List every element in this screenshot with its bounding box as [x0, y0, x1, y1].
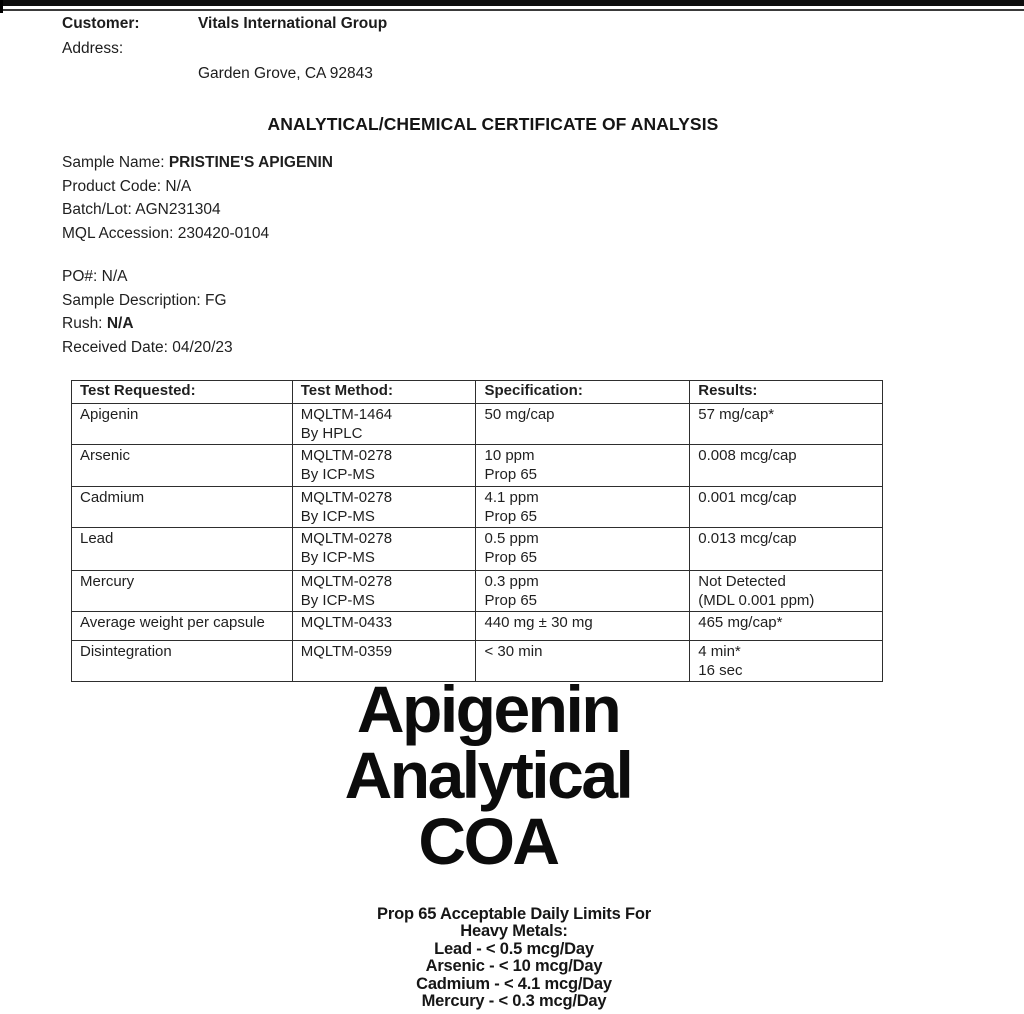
product-code-line: [62, 175, 333, 199]
cell-line: Prop 65: [484, 507, 538, 525]
table-row: [72, 404, 883, 445]
prop65-limit-cadmium: Cadmium - < 4.1 mcg/Day: [416, 974, 612, 993]
table-row: [72, 571, 883, 612]
rush-value: N/A: [106, 315, 134, 332]
branding-title: [0, 672, 976, 878]
table-cell: [690, 445, 883, 487]
branding-line-apigenin: Apigenin: [356, 672, 620, 746]
table-cell: [476, 612, 690, 641]
table-header-row: [72, 381, 883, 404]
batch-lot-label: Batch/Lot:: [62, 201, 132, 218]
mql-accession-value: 230420-0104: [177, 224, 270, 242]
cell-line: Lead: [80, 530, 114, 547]
sample-description-value: FG: [205, 291, 227, 309]
table-cell: [72, 528, 293, 571]
results-table: [71, 380, 883, 682]
mql-accession-label: MQL Accession:: [62, 224, 174, 242]
column-header-test-method: Test Method:: [292, 381, 476, 404]
cell-line: 16 sec: [698, 661, 743, 679]
branding-line-coa: COA: [418, 804, 558, 878]
rush-label: Rush:: [62, 315, 103, 332]
table-row: [72, 445, 883, 487]
table-cell: [72, 404, 293, 445]
cell-line: 50 mg/cap: [484, 406, 555, 423]
cell-line: Average weight per capsule: [80, 614, 265, 631]
table-cell: [690, 404, 883, 445]
table-cell: [690, 487, 883, 528]
prop65-limit-mercury: Mercury - < 0.3 mcg/Day: [421, 992, 607, 1011]
prop65-heading-line: Heavy Metals:: [460, 922, 568, 941]
prop65-limit-arsenic: Arsenic - < 10 mcg/Day: [425, 957, 603, 976]
prop65-limits-block: [2, 906, 1024, 1010]
table-cell: [292, 445, 476, 487]
cell-line: Arsenic: [80, 447, 131, 464]
scan-artifact-top-bar: [0, 0, 1024, 6]
cell-line: (MDL 0.001 ppm): [698, 591, 815, 609]
table-row: [72, 487, 883, 528]
table-cell: [690, 612, 883, 641]
table-cell: [292, 612, 476, 641]
cell-line: Apigenin: [80, 406, 139, 423]
cell-line: By ICP-MS: [300, 548, 375, 566]
cell-line: 4.1 ppm: [484, 489, 539, 506]
cell-line: MQLTM-1464: [300, 406, 393, 423]
prop65-heading-line: Prop 65 Acceptable Daily Limits For: [377, 905, 651, 923]
cell-line: By HPLC: [300, 424, 363, 442]
received-date-value: 04/20/23: [172, 338, 233, 356]
rush-line: [62, 312, 233, 336]
cell-line: Prop 65: [484, 591, 538, 609]
sample-description-line: [62, 289, 233, 313]
table-cell: [72, 445, 293, 487]
cell-line: By ICP-MS: [300, 507, 375, 525]
table-cell: [476, 404, 690, 445]
scan-artifact-left-tick: [0, 0, 3, 13]
cell-line: Disintegration: [80, 643, 172, 660]
cell-line: 0.5 ppm: [484, 530, 539, 547]
order-info-block: [62, 265, 233, 359]
table-cell: [292, 528, 476, 571]
cell-line: MQLTM-0359: [300, 643, 393, 660]
customer-header-block: [62, 12, 762, 86]
sample-name-line: [62, 151, 333, 175]
cell-line: Not Detected: [698, 573, 786, 590]
cell-line: MQLTM-0278: [300, 573, 393, 590]
cell-line: 0.008 mcg/cap: [698, 447, 797, 464]
cell-line: 10 ppm: [484, 447, 535, 464]
table-cell: [476, 445, 690, 487]
table-cell: [292, 487, 476, 528]
mql-accession-line: [62, 222, 333, 246]
po-line: [62, 265, 233, 289]
cell-line: 0.013 mcg/cap: [698, 530, 797, 547]
address-row: [62, 37, 762, 62]
table-cell: [476, 487, 690, 528]
sample-description-label: Sample Description:: [62, 291, 201, 309]
table-cell: [72, 612, 293, 641]
cell-line: MQLTM-0278: [300, 530, 393, 547]
scan-artifact-thin-line: [0, 9, 1024, 11]
column-header-test-requested: Test Requested:: [72, 381, 293, 404]
batch-lot-line: [62, 198, 333, 222]
received-date-line: [62, 336, 233, 360]
batch-lot-value: AGN231304: [135, 201, 221, 218]
city-row: [62, 62, 762, 87]
table-cell: [690, 571, 883, 612]
cell-line: 4 min*: [698, 643, 741, 660]
cell-line: Prop 65: [484, 465, 538, 483]
product-code-value: N/A: [165, 177, 192, 195]
customer-label: Customer:: [62, 15, 140, 32]
product-code-label: Product Code:: [62, 177, 162, 195]
po-label: PO#:: [62, 268, 98, 285]
customer-row: [62, 12, 762, 37]
table-cell: [476, 571, 690, 612]
cell-line: Prop 65: [484, 548, 538, 566]
table-cell: [72, 487, 293, 528]
table-row: [72, 612, 883, 641]
cell-line: 0.001 mcg/cap: [698, 489, 797, 506]
cell-line: 465 mg/cap*: [698, 614, 783, 631]
cell-line: 57 mg/cap*: [698, 406, 775, 423]
column-header-specification: Specification:: [476, 381, 690, 404]
sample-info-block: [62, 151, 333, 245]
cell-line: MQLTM-0278: [300, 447, 393, 464]
table-cell: [476, 528, 690, 571]
sample-name-value: PRISTINE'S APIGENIN: [168, 154, 333, 171]
address-label: Address:: [62, 39, 124, 57]
sample-name-label: Sample Name:: [62, 154, 165, 171]
page-title: ANALYTICAL/CHEMICAL CERTIFICATE OF ANALYSIS: [267, 114, 719, 134]
cell-line: 440 mg ± 30 mg: [484, 614, 593, 631]
cell-line: Cadmium: [80, 489, 145, 506]
cell-line: 0.3 ppm: [484, 573, 539, 590]
cell-line: By ICP-MS: [300, 465, 375, 483]
cell-line: MQLTM-0278: [300, 489, 393, 506]
branding-line-analytical: Analytical: [344, 738, 632, 812]
table-row: [72, 528, 883, 571]
cell-line: MQLTM-0433: [300, 614, 393, 631]
table-cell: [292, 404, 476, 445]
table-cell: [72, 571, 293, 612]
cell-line: Mercury: [80, 573, 135, 590]
cell-line: < 30 min: [484, 643, 543, 660]
city-line: Garden Grove, CA 92843: [198, 64, 373, 82]
column-header-results: Results:: [690, 381, 883, 404]
customer-value: Vitals International Group: [198, 15, 388, 32]
table-cell: [292, 571, 476, 612]
received-date-label: Received Date:: [62, 338, 168, 356]
prop65-limit-lead: Lead - < 0.5 mcg/Day: [434, 939, 594, 958]
table-cell: [690, 528, 883, 571]
cell-line: By ICP-MS: [300, 591, 375, 609]
po-value: N/A: [101, 268, 128, 285]
